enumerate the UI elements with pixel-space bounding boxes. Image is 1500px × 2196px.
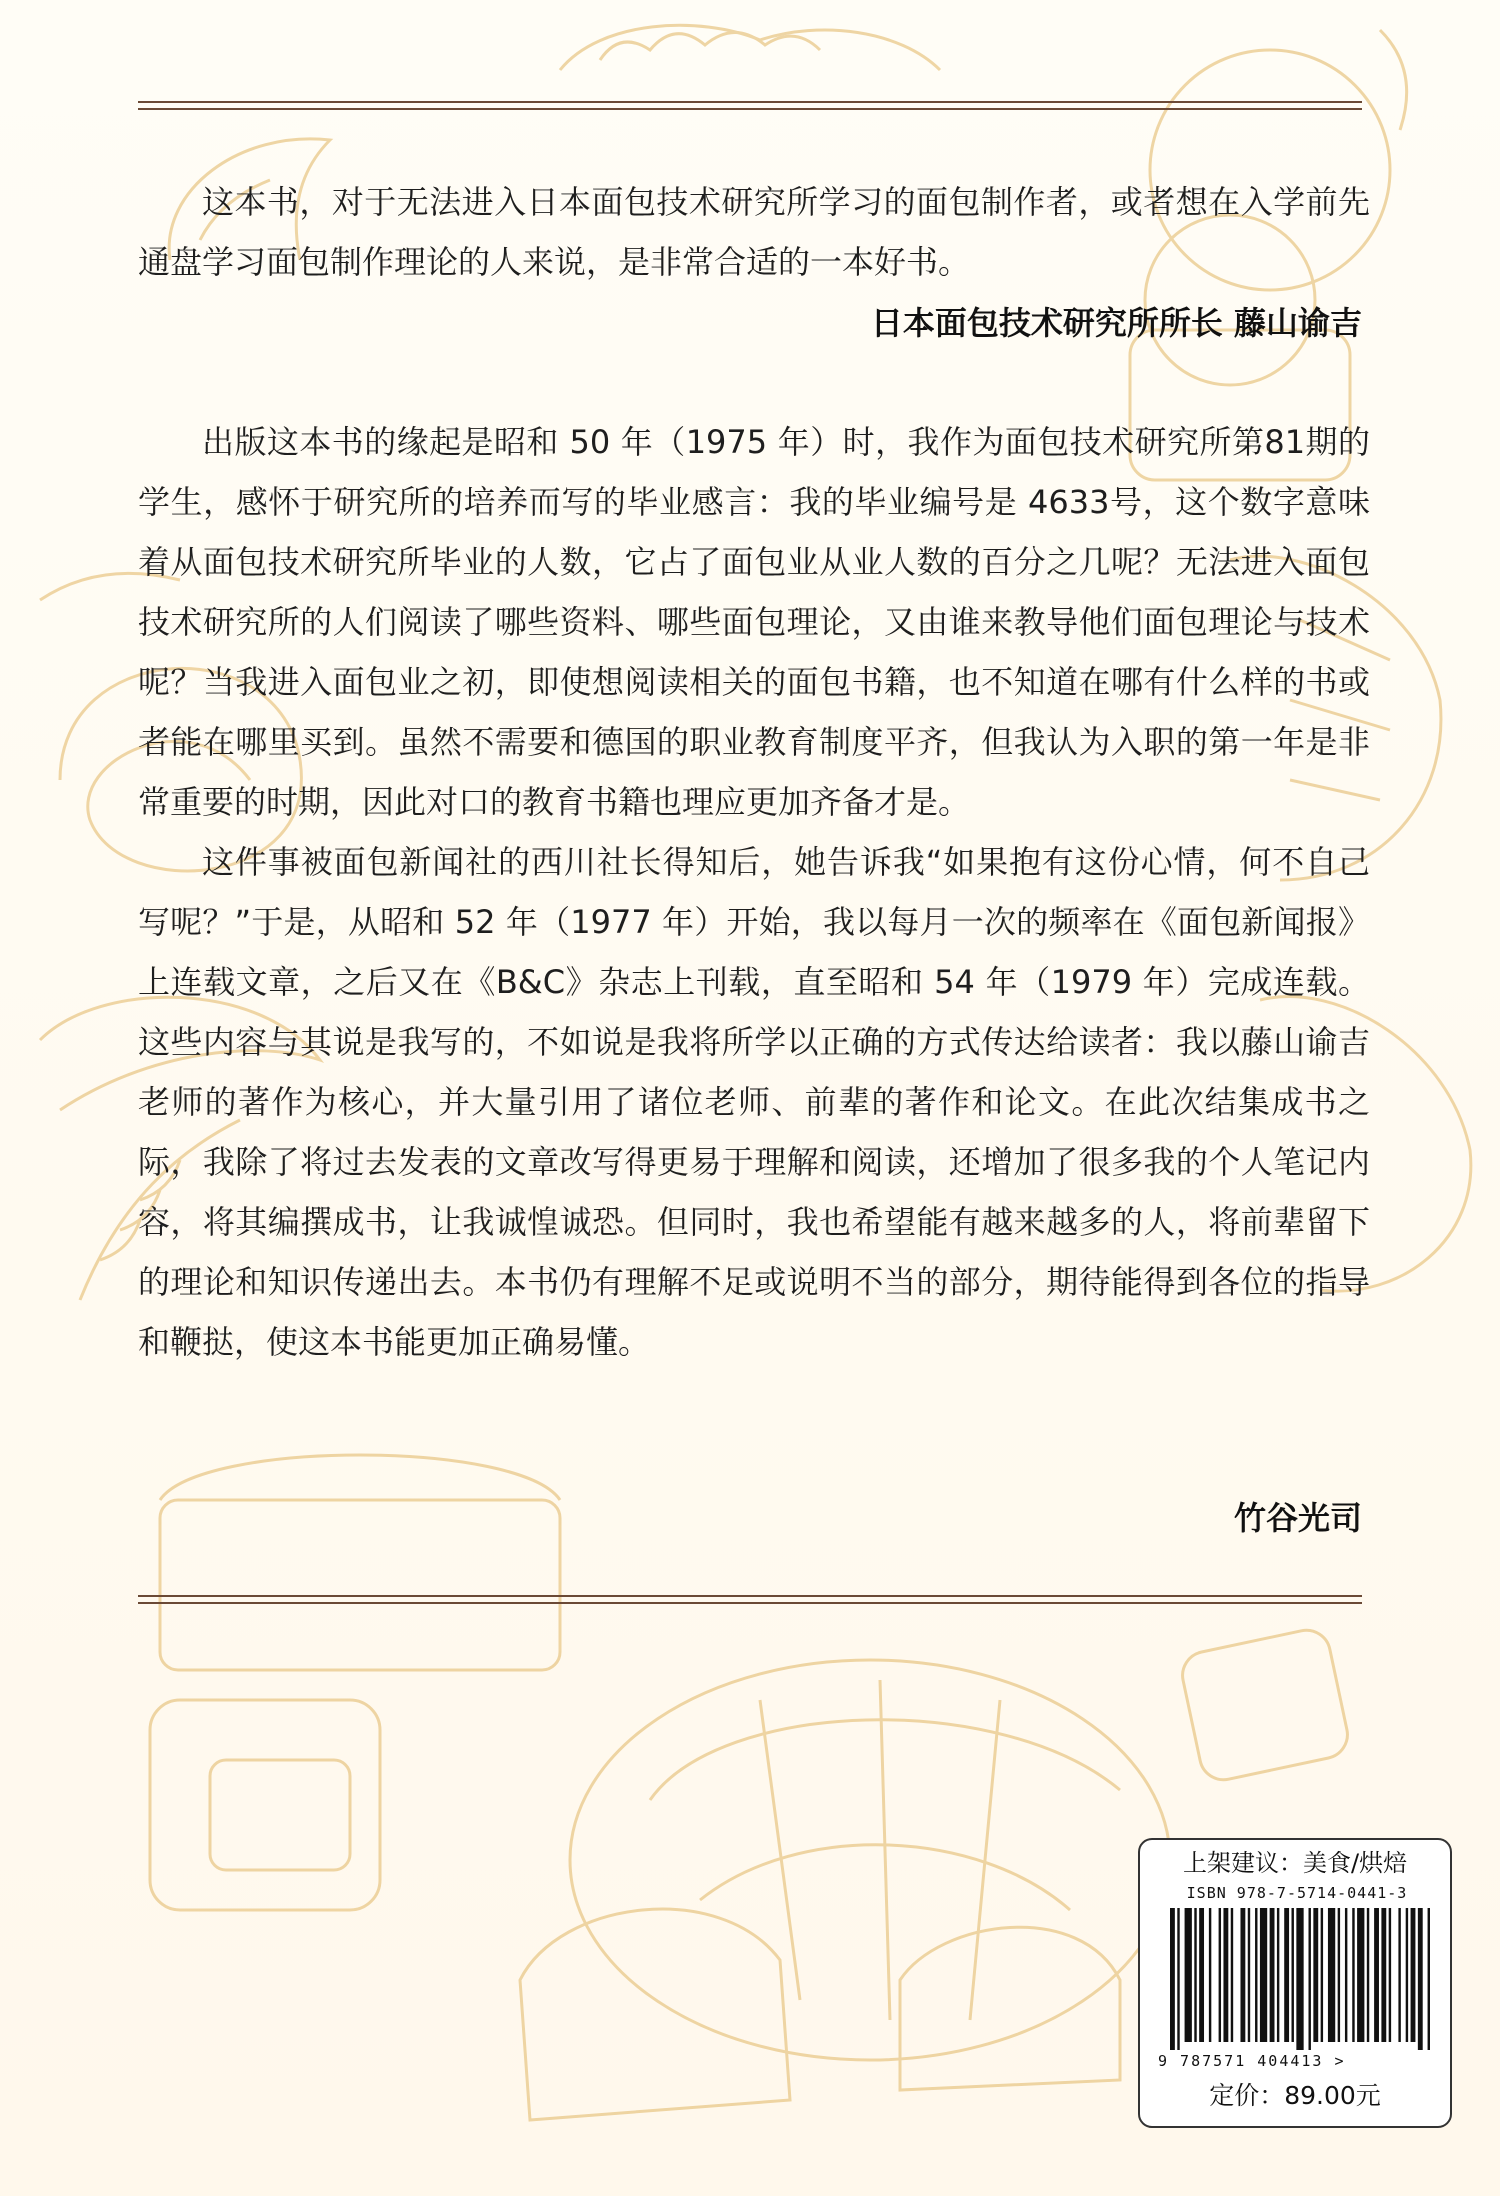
main-paragraph-1: 出版这本书的缘起是昭和 50 年（1975 年）时，我作为面包技术研究所第81期的学生，感怀于研究所的培养而写的毕业感言：我的毕业编号是 4633号，这个数字意味着从面包技术研究所毕业的人数，它占了面包业从业人数的百分之几呢？无法进入面包技术研究所的人们阅读了哪些资料、哪些面包理论，又由谁来教导他们面包理论与技术呢？当我进入面包业之初，即使想阅读相关的面包书籍，也不知道在哪有什么样的书或者能在哪里买到。虽然不需要和德国的职业教育制度平齐，但我认为入职的第一年是非常重要的时期，因此对口的教育书籍也理应更加齐备才是。 [138, 423, 1370, 821]
barcode-icon [1170, 1908, 1430, 2050]
price-label: 定价：89.00元 [1209, 2081, 1381, 2110]
shelf-suggestion: 上架建议：美食/烘焙 [1182, 1849, 1408, 1877]
intro-signature: 日本面包技术研究所所长 藤山谕吉 [870, 304, 1362, 342]
isbn-price-box [1138, 1838, 1452, 2128]
top-divider-rule [138, 101, 1362, 110]
barcode-digits: 9 787571 404413 > [1158, 2052, 1346, 2070]
intro-paragraph-block [138, 172, 1370, 292]
author-signature: 竹谷光司 [1233, 1499, 1362, 1537]
main-text-block [138, 412, 1370, 1372]
bottom-divider-rule [138, 1595, 1362, 1604]
main-paragraph-2: 这件事被面包新闻社的西川社长得知后，她告诉我“如果抱有这份心情，何不自己写呢？”于是，从昭和 52 年（1977 年）开始，我以每月一次的频率在《面包新闻报》上连载文章，之后又在《B&C》杂志上刊载，直至昭和 54 年（1979 年）完成连载。这些内容与其说是我写的，不如说是我将所学以正确的方式传达给读者：我以藤山谕吉老师的著作为核心，并大量引用了诸位老师、前辈的著作和论文。在此次结集成书之际，我除了将过去发表的文章改写得更易于理解和阅读，还增加了很多我的个人笔记内容，将其编撰成书，让我诚惶诚恐。但同时，我也希望能有越来越多的人，将前辈留下的理论和知识传递出去。本书仍有理解不足或说明不当的部分，期待能得到各位的指导和鞭挞，使这本书能更加正确易懂。 [138, 843, 1370, 1361]
intro-paragraph: 这本书，对于无法进入日本面包技术研究所学习的面包制作者，或者想在入学前先通盘学习面包制作理论的人来说，是非常合适的一本好书。 [138, 183, 1370, 281]
isbn-number: ISBN 978-7-5714-0441-3 [1186, 1884, 1408, 1902]
